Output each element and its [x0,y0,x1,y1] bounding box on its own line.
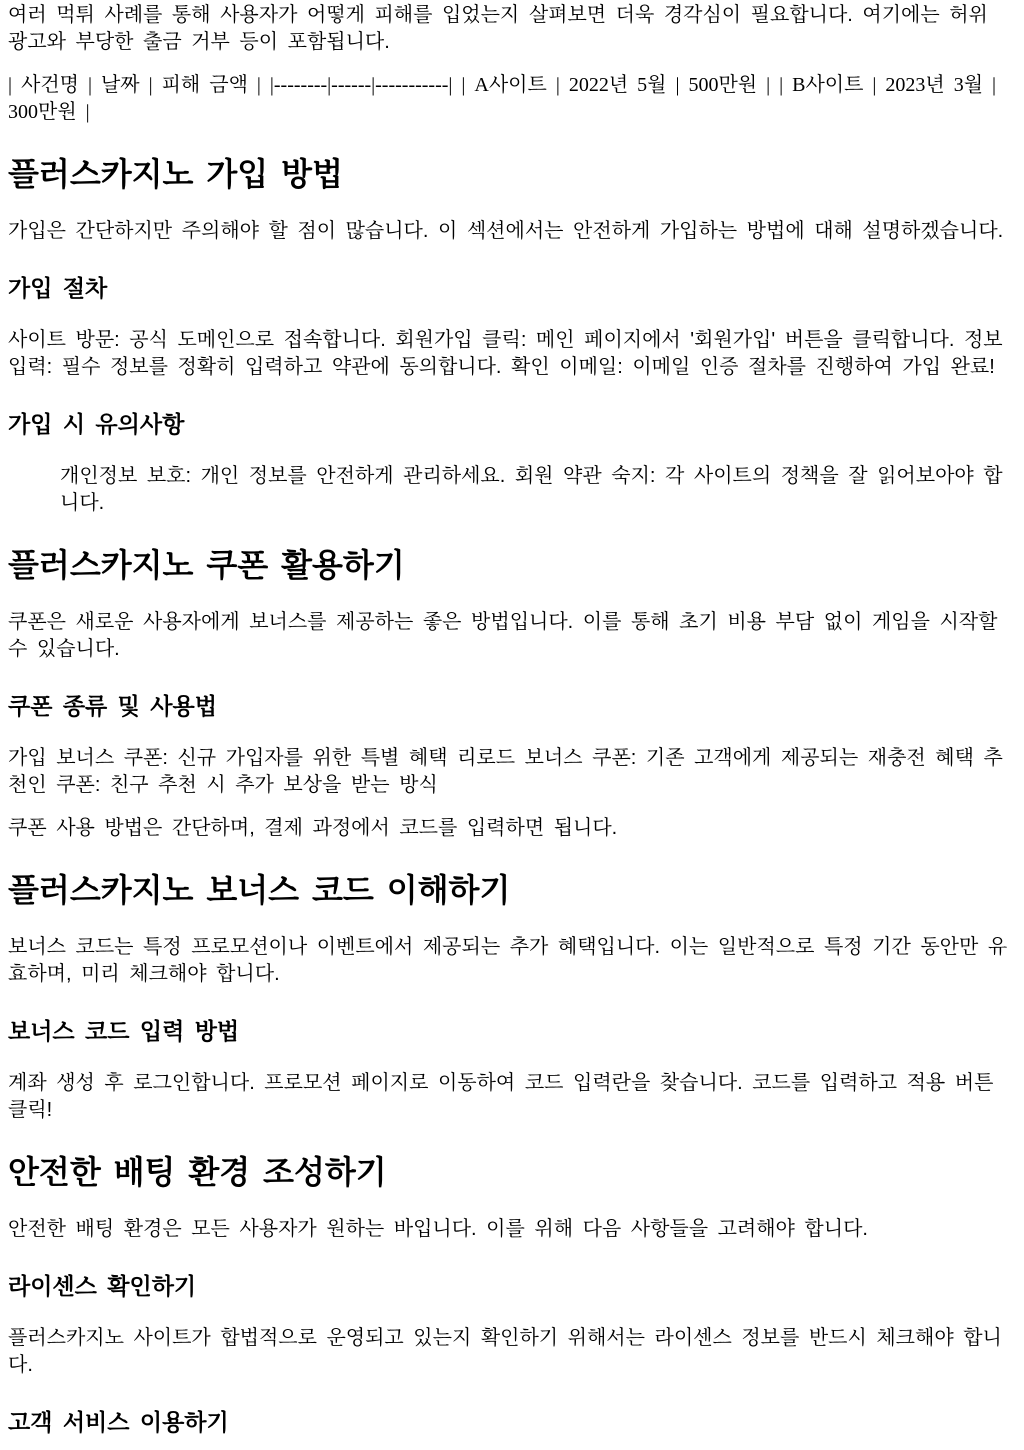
subheading-license-check: 라이센스 확인하기 [8,1273,197,1299]
heading-coupon-usage: 플러스카지노 쿠폰 활용하기 [8,547,405,583]
article-content [0,2,1024,1437]
subheading-signup-cautions: 가입 시 유의사항 [8,411,185,437]
heading-bonus-code: 플러스카지노 보너스 코드 이해하기 [8,872,511,908]
paragraph-safe-betting-intro: 안전한 배팅 환경은 모든 사용자가 원하는 바입니다. 이를 위해 다음 사항들을 고려해야 합니다. [8,1218,868,1240]
paragraph-scam-table-text: | 사건명 | 날짜 | 피해 금액 | |--------|------|-----------| | A사이트 | 2022년 5월 | 500만원 | | B사이트 | 2023년 3월 | 300만원 | [8,74,997,123]
heading-signup-method: 플러스카지노 가입 방법 [8,156,343,192]
paragraph-license-check: 플러스카지노 사이트가 합법적으로 운영되고 있는지 확인하기 위해서는 라이센스 정보를 반드시 체크해야 합니다. [8,1327,1002,1376]
paragraph-coupon-intro: 쿠폰은 새로운 사용자에게 보너스를 제공하는 좋은 방법입니다. 이를 통해 초기 비용 부담 없이 게임을 시작할 수 있습니다. [8,611,998,660]
heading-safe-betting: 안전한 배팅 환경 조성하기 [8,1154,387,1190]
blockquote-signup-cautions: 개인정보 보호: 개인 정보를 안전하게 관리하세요. 회원 약관 숙지: 각 사이트의 정책을 잘 읽어보아야 합니다. [60,465,1003,514]
paragraph-signup-intro: 가입은 간단하지만 주의해야 할 점이 많습니다. 이 섹션에서는 안전하게 가입하는 방법에 대해 설명하겠습니다. [8,220,1004,242]
paragraph-coupon-types: 가입 보너스 쿠폰: 신규 가입자를 위한 특별 혜택 리로드 보너스 쿠폰: 기존 고객에게 제공되는 재충전 혜택 추천인 쿠폰: 친구 추천 시 추가 보상을 받는 방식 [8,747,1003,796]
subheading-bonus-code-entry: 보너스 코드 입력 방법 [8,1018,240,1044]
paragraph-bonus-code-entry: 계좌 생성 후 로그인합니다. 프로모션 페이지로 이동하여 코드 입력란을 찾습니다. 코드를 입력하고 적용 버튼 클릭! [8,1072,994,1121]
paragraph-coupon-howto: 쿠폰 사용 방법은 간단하며, 결제 과정에서 코드를 입력하면 됩니다. [8,817,618,839]
subheading-coupon-types: 쿠폰 종류 및 사용법 [8,693,217,719]
paragraph-scam-cases-intro: 여러 먹튀 사례를 통해 사용자가 어떻게 피해를 입었는지 살펴보면 더욱 경각심이 필요합니다. 여기에는 허위 광고와 부당한 출금 거부 등이 포함됩니다. [8,4,988,53]
paragraph-signup-steps: 사이트 방문: 공식 도메인으로 접속합니다. 회원가입 클릭: 메인 페이지에서 '회원가입' 버튼을 클릭합니다. 정보 입력: 필수 정보를 정확히 입력하고 약관에 동의합니다. 확인 이메일: 이메일 인증 절차를 진행하여 가입 완료! [8,329,1003,378]
subheading-customer-service: 고객 서비스 이용하기 [8,1409,229,1435]
subheading-signup-steps: 가입 절차 [8,275,108,301]
paragraph-bonus-code-intro: 보너스 코드는 특정 프로모션이나 이벤트에서 제공되는 추가 혜택입니다. 이는 일반적으로 특정 기간 동안만 유효하며, 미리 체크해야 합니다. [8,936,1008,985]
